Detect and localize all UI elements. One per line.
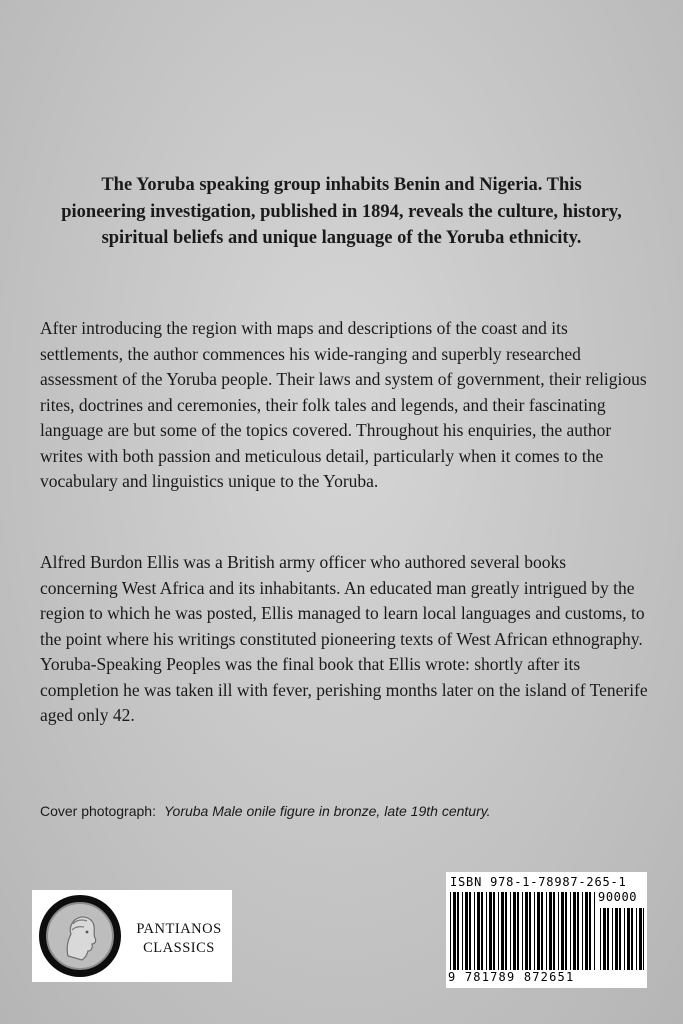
addon-barcode-bars <box>600 908 644 970</box>
barcode-bars <box>450 892 596 972</box>
publisher-name-line1: PANTIANOS <box>136 921 222 937</box>
author-bio-paragraph: Alfred Burdon Ellis was a British army officer who authored several books concerning West Africa and its inhabitants. An educated man greatly intrigued by the region to which he was posted, Ellis managed to learn local languages and customs, to the point where his writings constituted pioneering texts of West African ethnography. Yoruba-Speaking Peoples was the final book that Ellis wrote: shortly after its completion he was taken ill with fever, perishing months later on the island of Tenerife aged only 42. <box>40 552 648 725</box>
barcode-digits: 9 781789 872651 <box>448 970 575 984</box>
description-paragraph: After introducing the region with maps and descriptions of the coast and its settlements, the author commences his wide-ranging and superbly researched assessment of the Yoruba people. Their laws and system of government, their religious rites, doctrines and ceremonies, their folk tales and legends, and their fascinating language are but some of the topics covered. Throughout his enquiries, the author writes with both passion and meticulous detail, particularly when it comes to the vocabulary and linguistics unique to the Yoruba. <box>40 318 647 491</box>
price-addon-text: 90000 <box>598 890 638 904</box>
cover-credit <box>40 803 650 819</box>
isbn-text: ISBN 978-1-78987-265-1 <box>450 875 627 889</box>
publisher-name-line2: CLASSICS <box>143 940 215 956</box>
publisher-logo <box>32 890 232 982</box>
cover-credit-label: Cover photograph: <box>40 803 156 819</box>
publisher-name <box>132 920 226 958</box>
isbn-barcode <box>446 872 647 988</box>
tagline: The Yoruba speaking group inhabits Benin and Nigeria. This pioneering investigation, published in 1894, reveals the culture, history, spiritual beliefs and unique language of the Yoruba ethnicity. <box>61 175 622 248</box>
cover-credit-text: Yoruba Male onile figure in bronze, late 19th century. <box>163 803 491 819</box>
coin-portrait-icon <box>38 894 122 978</box>
